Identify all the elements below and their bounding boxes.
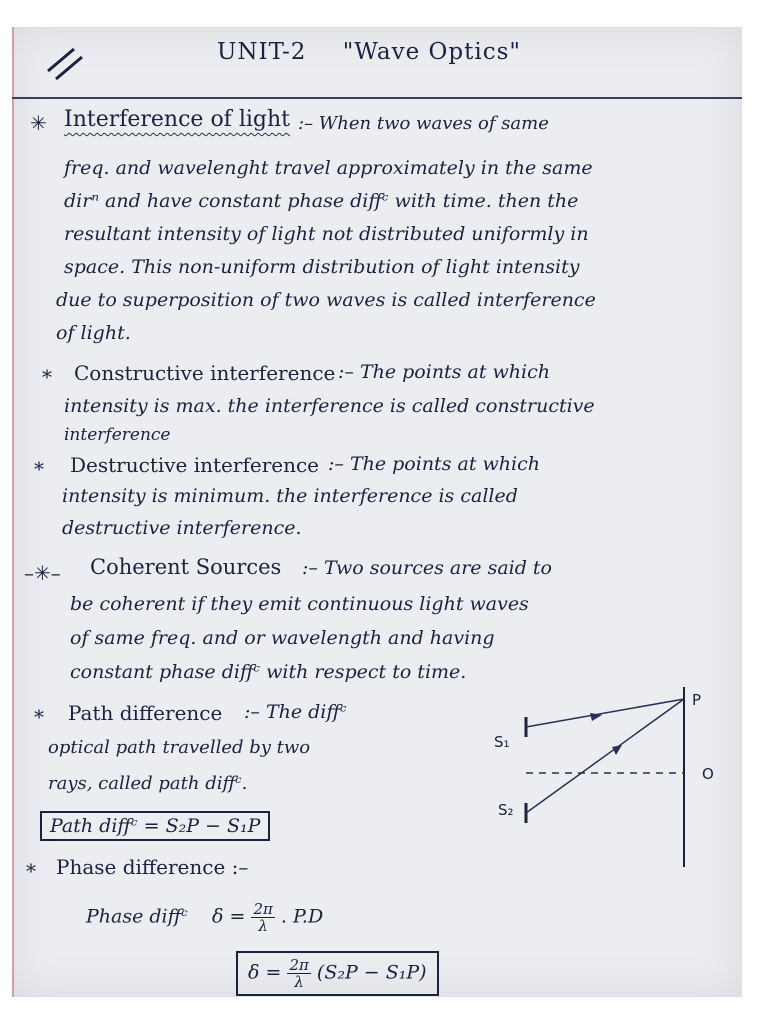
path-line: :– The diffᶜ [244, 701, 347, 723]
path-difference-formula-box: Path diffᶜ = S₂P − S₁P [40, 811, 270, 841]
label-s2: S₂ [498, 801, 514, 819]
interference-heading: Interference of light [64, 107, 290, 132]
destructive-line: intensity is minimum. the interference is called [62, 485, 518, 507]
path-line: rays, called path diffᶜ. [48, 773, 248, 794]
two-pi-over-lambda-fraction: $\frac{2\pi}{\lambda}$ [253, 900, 273, 935]
interference-line: of light. [56, 322, 131, 344]
unit-label: UNIT-2 [217, 39, 307, 65]
phase-difference-formula-box: δ = $\frac{2\pi}{\lambda}$ (S₂P − S₁P) [236, 951, 439, 996]
constructive-line: interference [64, 425, 171, 445]
asterisk-bullet-icon: * [26, 859, 36, 883]
margin-line [12, 27, 14, 997]
starburst-bullet-icon: ✳ [30, 111, 47, 135]
starburst-bullet-icon: –✳– [24, 561, 61, 585]
destructive-line: destructive interference. [62, 517, 302, 539]
header-rule [12, 97, 742, 99]
coherent-line: be coherent if they emit continuous light waves [70, 593, 529, 615]
ray-s2p [526, 699, 684, 813]
interference-line: due to superposition of two waves is called interference [56, 289, 596, 311]
phase-heading: Phase difference :– [56, 855, 249, 879]
interference-line: freq. and wavelenght travel approximately in the same [64, 157, 593, 179]
constructive-line: intensity is max. the interference is called constructive [64, 395, 595, 417]
coherent-line: :– Two sources are said to [302, 557, 552, 579]
asterisk-bullet-icon: * [34, 457, 44, 481]
constructive-heading: Constructive interference [74, 361, 336, 385]
coherent-heading: Coherent Sources [90, 555, 282, 579]
label-p: P [692, 691, 702, 709]
double-slash-mark [44, 43, 94, 83]
ray-s1p [526, 699, 684, 727]
destructive-heading: Destructive interference [70, 453, 320, 477]
page-title [217, 39, 521, 65]
interference-line: resultant intensity of light not distributed uniformly in [64, 223, 589, 245]
destructive-line: :– The points at which [328, 453, 540, 475]
double-slit-diagram [482, 677, 712, 877]
asterisk-bullet-icon: * [42, 365, 52, 389]
interference-line: dirⁿ and have constant phase diffᶜ with time. then the [64, 190, 579, 212]
coherent-line: of same freq. and or wavelength and having [70, 627, 495, 649]
path-line: optical path travelled by two [48, 737, 311, 758]
interference-line: :– When two waves of same [298, 113, 549, 134]
path-heading: Path difference [68, 701, 223, 725]
interference-line: space. This non-uniform distribution of light intensity [64, 256, 580, 278]
phase-formula: Phase diffᶜ δ = $\frac{2\pi}{\lambda}$ . P.D [86, 900, 324, 935]
label-o: O [702, 765, 714, 783]
arrowhead-s2-icon [612, 745, 622, 755]
coherent-line: constant phase diffᶜ with respect to time. [70, 661, 467, 683]
constructive-line: :– The points at which [338, 361, 550, 383]
label-s1: S₁ [494, 733, 510, 751]
notebook-page [12, 27, 742, 997]
asterisk-bullet-icon: * [34, 705, 44, 729]
title-text: "Wave Optics" [342, 39, 521, 65]
